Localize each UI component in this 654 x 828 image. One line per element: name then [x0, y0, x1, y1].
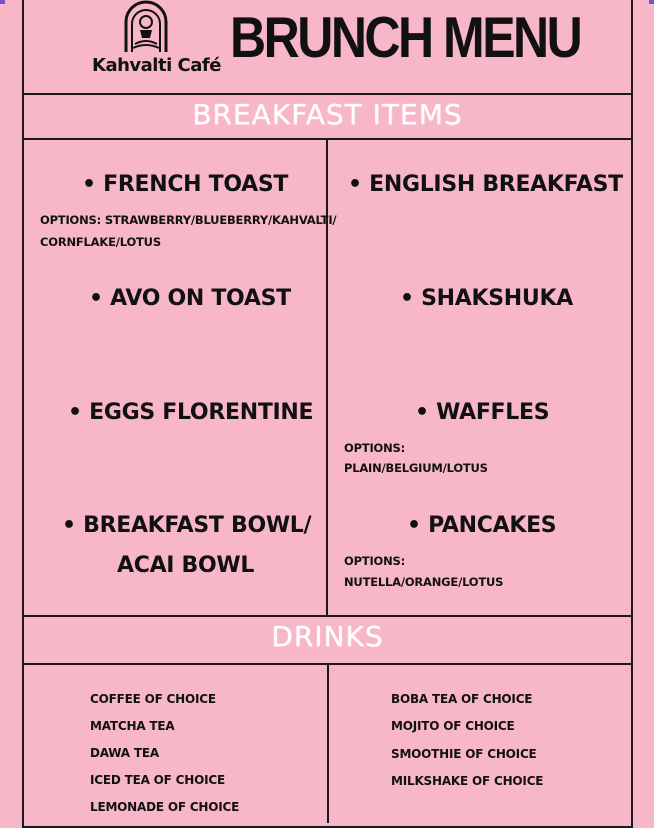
item-shakshuka: • SHAKSHUKA [400, 286, 573, 311]
french-toast-options-line1: OPTIONS: STRAWBERRY/BLUEBERRY/KAHVALTI/ [40, 213, 337, 227]
item-breakfast-bowl-line1: • BREAKFAST BOWL/ [62, 513, 312, 538]
waffles-options-values: PLAIN/BELGIUM/LOTUS [344, 461, 488, 475]
item-pancakes: • PANCAKES [407, 513, 557, 538]
item-breakfast-bowl-line2: ACAI BOWL [117, 553, 255, 578]
drink-dawa: DAWA TEA [90, 746, 159, 760]
divider-drinks-columns [327, 663, 329, 823]
item-english-breakfast: • ENGLISH BREAKFAST [348, 172, 623, 197]
corner-accent-left [0, 0, 5, 4]
logo-text: Kahvalti Café [92, 55, 221, 76]
pancakes-options-values: NUTELLA/ORANGE/LOTUS [344, 575, 504, 589]
drink-coffee: COFFEE OF CHOICE [90, 692, 216, 706]
cafe-logo [92, 0, 221, 90]
drink-matcha: MATCHA TEA [90, 719, 175, 733]
drink-milkshake: MILKSHAKE OF CHOICE [391, 774, 544, 788]
drink-lemonade: LEMONADE OF CHOICE [90, 800, 240, 814]
item-avo-on-toast: • AVO ON TOAST [89, 286, 291, 311]
logo-emblem-icon [120, 0, 172, 52]
section-breakfast-heading: BREAKFAST ITEMS [192, 98, 463, 131]
section-drinks-heading: DRINKS [271, 620, 384, 653]
waffles-options-label: OPTIONS: [344, 441, 406, 455]
pancakes-options-label: OPTIONS: [344, 554, 406, 568]
page-title: BRUNCH MENU [230, 5, 581, 70]
drink-iced-tea: ICED TEA OF CHOICE [90, 773, 225, 787]
french-toast-options-line2: CORNFLAKE/LOTUS [40, 235, 161, 249]
item-waffles: • WAFFLES [415, 400, 550, 425]
drink-smoothie: SMOOTHIE OF CHOICE [391, 747, 537, 761]
drink-mojito: MOJITO OF CHOICE [391, 719, 515, 733]
corner-accent-right [649, 0, 654, 4]
item-eggs-florentine: • EGGS FLORENTINE [68, 400, 314, 425]
item-french-toast: • FRENCH TOAST [82, 172, 289, 197]
drink-boba: BOBA TEA OF CHOICE [391, 692, 533, 706]
divider-header [22, 93, 633, 95]
